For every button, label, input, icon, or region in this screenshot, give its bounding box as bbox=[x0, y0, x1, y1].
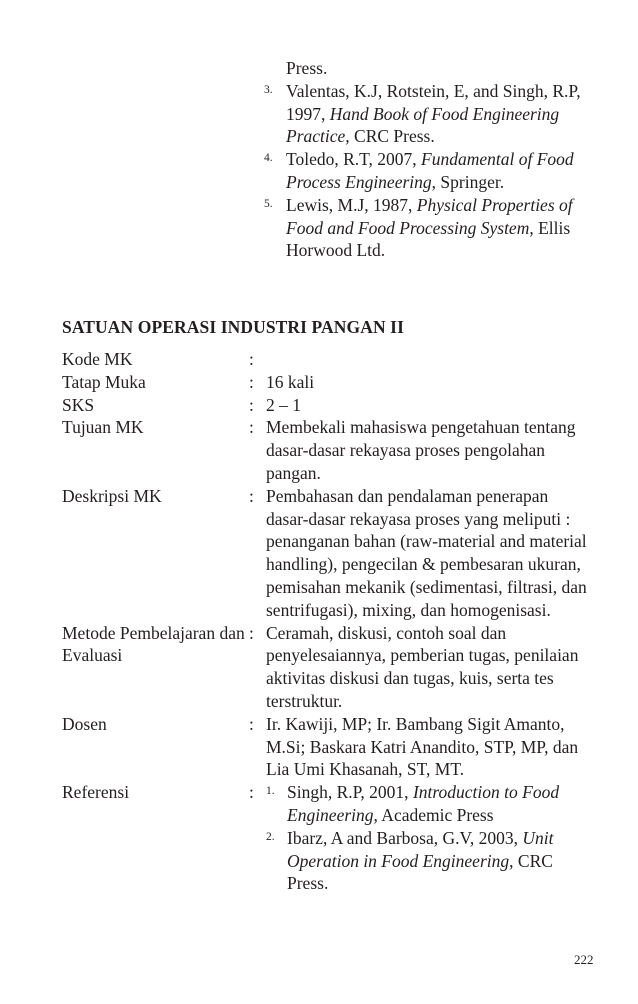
field-label: Tatap Muka bbox=[62, 371, 146, 392]
field-label: Kode MK bbox=[62, 349, 133, 369]
field-value bbox=[266, 348, 592, 371]
reference-number: 1. bbox=[266, 785, 275, 798]
field-label: Tujuan MK bbox=[62, 417, 144, 438]
reference-item bbox=[266, 827, 592, 895]
reference-text: Toledo, R.T, 2007, Fundamental of Food Process Engineering, Springer. bbox=[286, 149, 574, 192]
field-tujuan-mk bbox=[62, 416, 592, 484]
reference-text: Lewis, M.J, 1987, Physical Properties of Food and Food Processing System, Ellis Horwood Ltd. bbox=[286, 194, 573, 261]
field-value: Ir. Kawiji, MP; Ir. Bambang Sigit Amanto, M.Si; Baskara Katri Anandito, STP, MP, dan Lia Umi Khasanah, ST, MT. bbox=[266, 713, 579, 780]
reference-text: Ibarz, A and Barbosa, G.V, 2003, Unit Operation in Food Engineering, CRC Press. bbox=[287, 827, 554, 894]
field-colon: : bbox=[249, 417, 254, 438]
reference-text: Valentas, K.J, Rotstein, E, and Singh, R.P, 1997, Hand Book of Food Engineering Practice, CRC Press. bbox=[286, 80, 581, 147]
reference-item bbox=[264, 80, 594, 148]
field-deskripsi-mk bbox=[62, 485, 592, 622]
continued-reference-list bbox=[264, 57, 594, 262]
field-label: Deskripsi MK bbox=[62, 485, 162, 506]
field-label: Referensi bbox=[62, 782, 130, 803]
field-value: 16 kali bbox=[266, 371, 315, 392]
reference-title: Physical Properties of Food and Food Processing System bbox=[286, 194, 573, 238]
field-colon: : bbox=[249, 713, 254, 734]
field-value: Membekali mahasiswa pengetahuan tentang dasar-dasar rekayasa proses pengolahan pangan. bbox=[266, 417, 576, 483]
field-tatap-muka bbox=[62, 371, 592, 394]
field-value: Pembahasan dan pendalaman penerapan dasar-dasar rekayasa proses yang meliputi : penanganan bahan (raw-material and material handling), pengecilan & pembesaran ukuran, pemisahan mekanik (sedimentasi, filtrasi, dan sentrifugasi), mixing, dan homogenisasi. bbox=[266, 485, 587, 620]
field-referensi bbox=[62, 781, 592, 895]
field-colon: : bbox=[249, 371, 254, 392]
reference-title: Hand Book of Food Engineering Practice bbox=[286, 103, 560, 147]
field-value: Ceramah, diskusi, contoh soal dan penyelesaiannya, pemberian tugas, penilaian aktivitas diskusi dan tugas, kuis, serta tes terstruktur. bbox=[266, 622, 579, 711]
reference-list bbox=[266, 781, 592, 895]
page-number: 222 bbox=[574, 952, 594, 967]
field-label: SKS bbox=[62, 394, 95, 415]
reference-item bbox=[264, 57, 594, 80]
section-title: SATUAN OPERASI INDUSTRI PANGAN II bbox=[62, 317, 405, 337]
reference-title: Introduction to Food Engineering bbox=[287, 782, 560, 825]
reference-title: Fundamental of Food Process Engineering bbox=[286, 149, 574, 192]
course-info-table bbox=[62, 348, 592, 895]
field-kode-mk bbox=[62, 348, 592, 371]
field-colon: : bbox=[249, 349, 254, 369]
field-label: Dosen bbox=[62, 713, 107, 734]
field-dosen bbox=[62, 713, 592, 781]
reference-number: 2. bbox=[266, 830, 275, 843]
field-sks bbox=[62, 394, 592, 417]
reference-number: 4. bbox=[264, 152, 273, 165]
field-colon: : bbox=[249, 782, 254, 803]
reference-number: 5. bbox=[264, 197, 273, 210]
field-colon: : bbox=[249, 622, 254, 643]
reference-text: Press. bbox=[286, 58, 328, 78]
reference-item bbox=[264, 148, 594, 194]
field-metode bbox=[62, 622, 592, 713]
field-colon: : bbox=[249, 485, 254, 506]
reference-text: Singh, R.P, 2001, Introduction to Food Engineering, Academic Press bbox=[287, 782, 560, 825]
reference-item bbox=[266, 781, 592, 827]
field-label: Metode Pembelajaran dan Evaluasi bbox=[62, 622, 245, 666]
field-colon: : bbox=[249, 394, 254, 415]
reference-number: 3. bbox=[264, 83, 273, 96]
field-value: 2 – 1 bbox=[266, 394, 301, 415]
reference-title: Unit Operation in Food Engineering bbox=[287, 827, 554, 871]
reference-item bbox=[264, 194, 594, 262]
